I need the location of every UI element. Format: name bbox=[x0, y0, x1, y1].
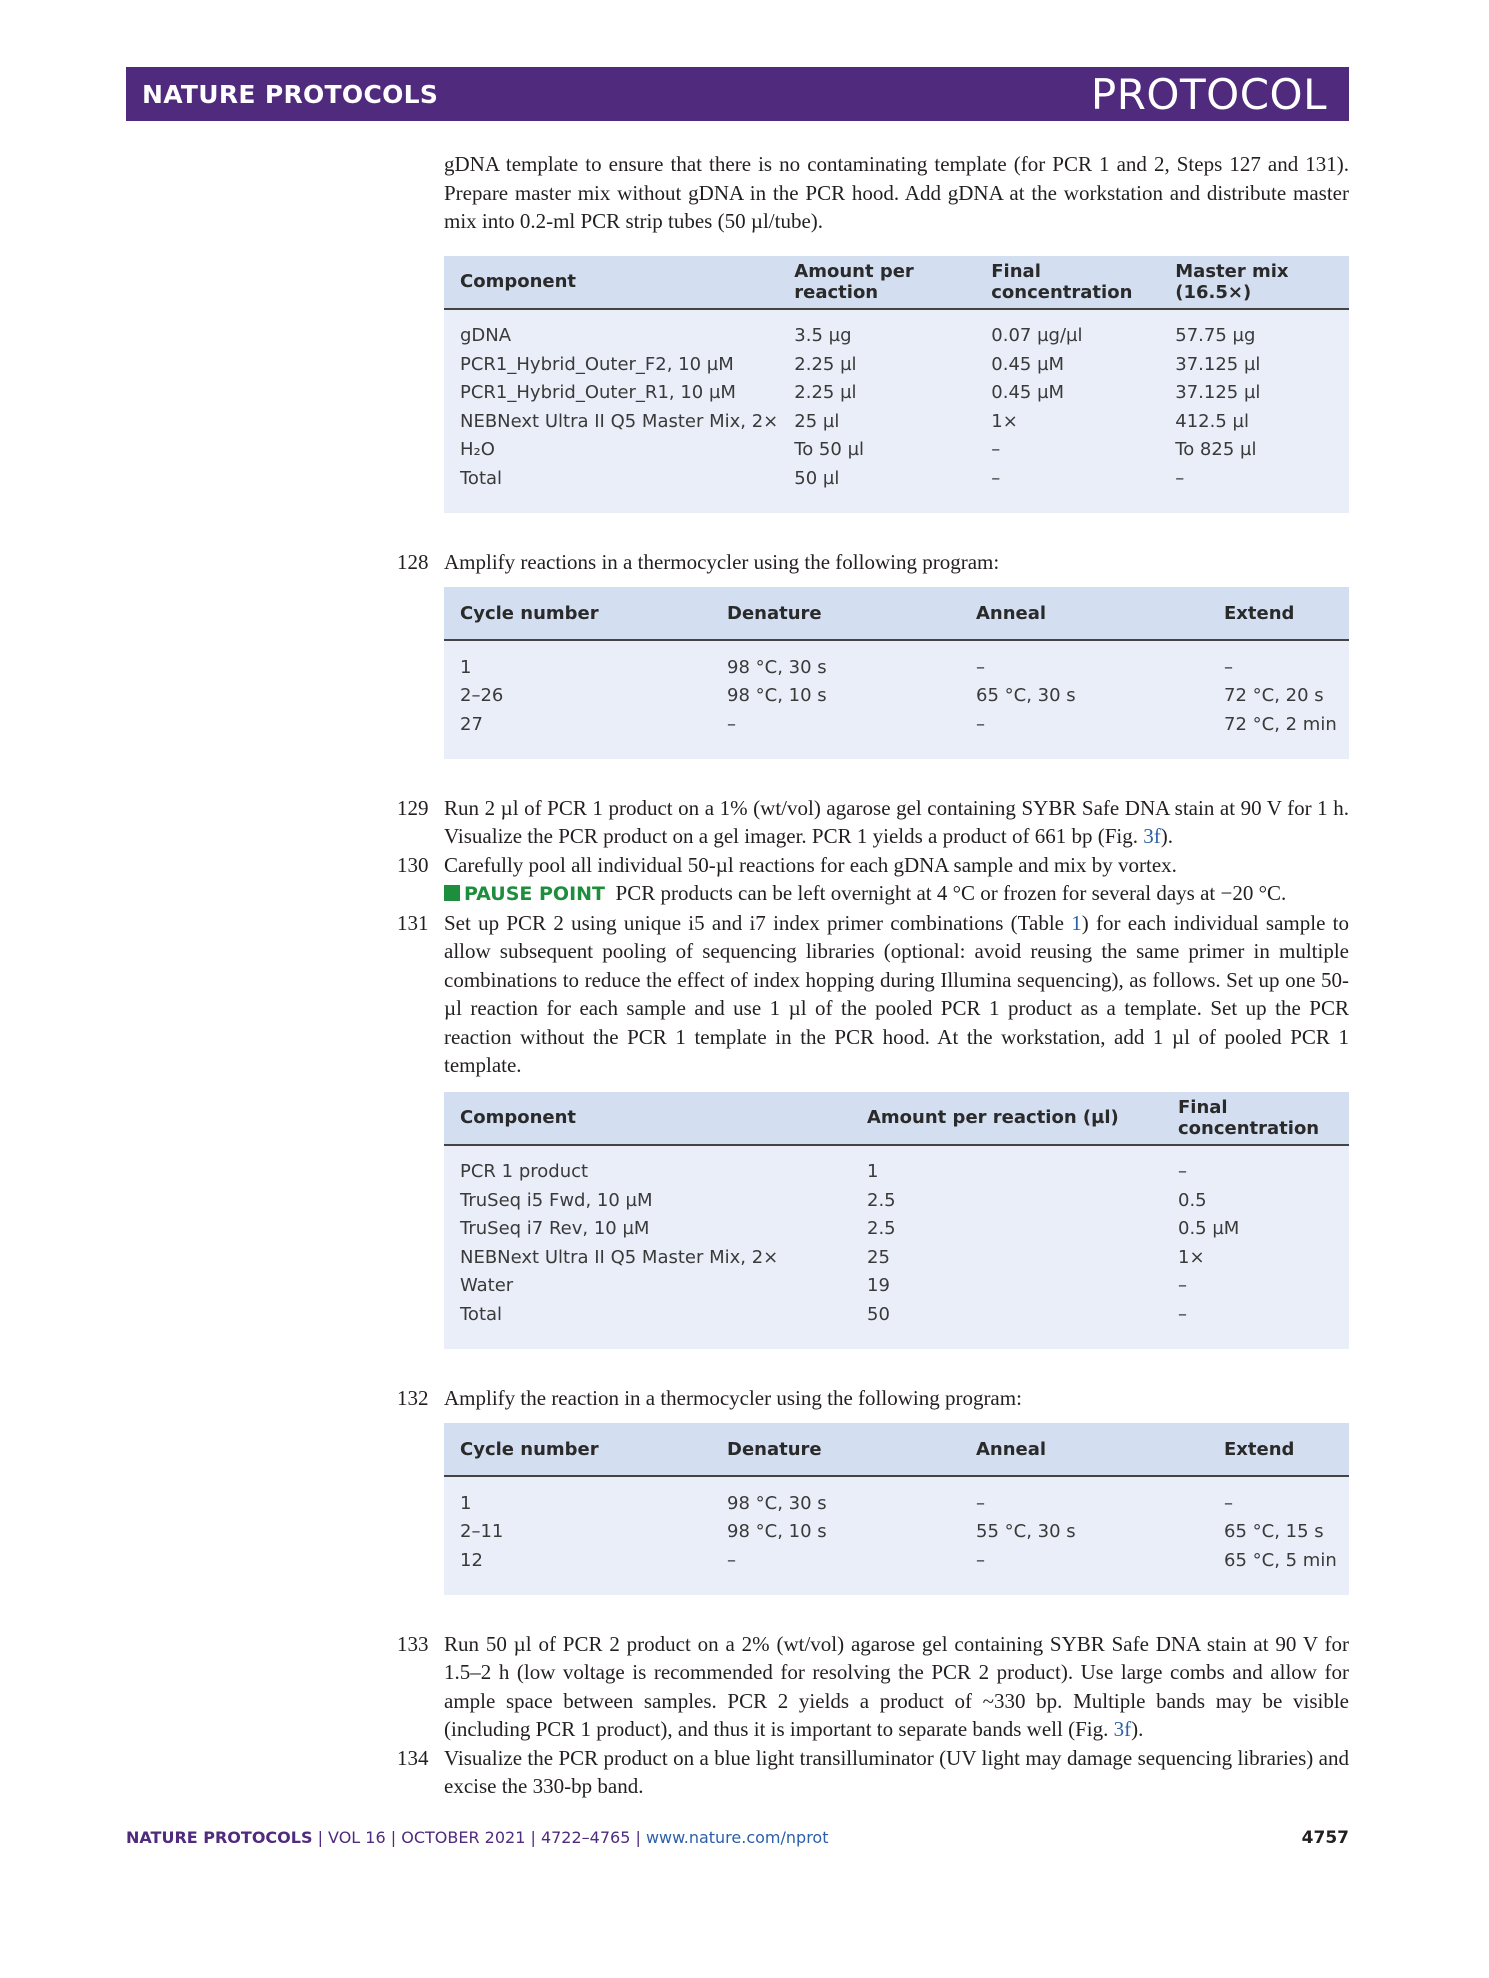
table-cell: – bbox=[991, 467, 1001, 489]
column-header: Extend bbox=[1208, 1423, 1349, 1476]
table-cell: To 825 µl bbox=[1175, 439, 1257, 461]
table-row bbox=[444, 350, 1349, 379]
pause-point-label: PAUSE POINT bbox=[464, 883, 606, 905]
table-cell: 50 bbox=[867, 1303, 890, 1325]
footer-volume: VOL 16 bbox=[328, 1828, 386, 1847]
table-cell: 98 °C, 10 s bbox=[727, 685, 827, 707]
figure-link[interactable]: 3f bbox=[1143, 824, 1161, 848]
table-cell: 2.5 bbox=[867, 1189, 896, 1211]
column-header: Denature bbox=[711, 587, 960, 640]
table-cell: 57.75 µg bbox=[1175, 325, 1256, 347]
table-cell: 25 bbox=[867, 1246, 890, 1268]
table-cell: 65 °C, 30 s bbox=[976, 685, 1076, 707]
table-cell: 19 bbox=[867, 1275, 890, 1297]
journal-name: NATURE PROTOCOLS bbox=[142, 80, 439, 109]
column-header: Cycle number bbox=[444, 587, 711, 640]
step-text: Carefully pool all individual 50-µl reactions for each gDNA sample and mix by vortex. bbox=[444, 852, 1177, 877]
table-row bbox=[444, 1476, 1349, 1518]
step-number: 129 bbox=[397, 795, 429, 820]
step-130 bbox=[397, 851, 1349, 880]
step-133 bbox=[397, 1630, 1349, 1744]
table-row bbox=[444, 640, 1349, 682]
pause-point: PAUSE POINT PCR products can be left overnight at 4 °C or frozen for several days at −20 °C. bbox=[444, 879, 1349, 909]
table-cell: 412.5 µl bbox=[1175, 410, 1249, 432]
column-header: Component bbox=[444, 1092, 851, 1145]
column-header: Amount per reaction bbox=[778, 256, 975, 309]
pcr2-components-table bbox=[444, 1092, 1349, 1349]
table-row bbox=[444, 1243, 1349, 1272]
step-number: 133 bbox=[397, 1631, 429, 1656]
article-type: PROTOCOL bbox=[1090, 70, 1327, 119]
table-cell: PCR1_Hybrid_Outer_R1, 10 µM bbox=[460, 382, 736, 404]
table-cell: 55 °C, 30 s bbox=[976, 1521, 1076, 1543]
step-text: Visualize the PCR product on a blue light transilluminator (UV light may damage sequencing libraries) and excise the 330-bp band. bbox=[444, 1745, 1349, 1798]
table-cell: Total bbox=[460, 1303, 503, 1325]
column-header: Amount per reaction (µl) bbox=[851, 1092, 1162, 1145]
table-row bbox=[444, 309, 1349, 351]
footer-pages: 4722–4765 bbox=[540, 1828, 631, 1847]
table-cell: 2–11 bbox=[460, 1521, 504, 1543]
table-cell: PCR1_Hybrid_Outer_F2, 10 µM bbox=[460, 353, 734, 375]
journal-header-bar bbox=[126, 67, 1349, 121]
table-cell: 1× bbox=[991, 410, 1018, 432]
table-cell: 2–26 bbox=[460, 685, 504, 707]
pause-point-icon bbox=[444, 885, 460, 901]
table-cell: 1 bbox=[460, 656, 472, 678]
step-number: 128 bbox=[397, 549, 429, 574]
table-cell: NEBNext Ultra II Q5 Master Mix, 2× bbox=[460, 410, 779, 432]
step-132 bbox=[397, 1384, 1349, 1413]
table-cell: 0.45 µM bbox=[991, 353, 1065, 375]
step-number: 132 bbox=[397, 1385, 429, 1410]
table-cell: 0.45 µM bbox=[991, 382, 1065, 404]
table-cell: 0.07 µg/µl bbox=[991, 325, 1083, 347]
pcr1-program-table bbox=[444, 587, 1349, 759]
table-cell: 2.5 bbox=[867, 1218, 896, 1240]
table-cell: 12 bbox=[460, 1549, 483, 1571]
table-link[interactable]: 1 bbox=[1071, 910, 1082, 935]
step-text: Amplify reactions in a thermocycler using the following program: bbox=[444, 549, 1000, 574]
table-cell: – bbox=[991, 439, 1001, 461]
step-128 bbox=[397, 548, 1349, 577]
column-header: Anneal bbox=[960, 1423, 1208, 1476]
pcr2-program-table bbox=[444, 1423, 1349, 1595]
table-cell: 3.5 µg bbox=[794, 325, 852, 347]
table-cell: 65 °C, 5 min bbox=[1224, 1549, 1337, 1571]
table-cell: 1× bbox=[1178, 1246, 1205, 1268]
table-cell: – bbox=[727, 1549, 736, 1571]
table-row bbox=[444, 1300, 1349, 1349]
table-cell: 2.25 µl bbox=[794, 353, 857, 375]
table-row bbox=[444, 407, 1349, 436]
step-129 bbox=[397, 794, 1349, 851]
table-row bbox=[444, 379, 1349, 408]
table-cell: H₂O bbox=[460, 439, 495, 461]
column-header: Cycle number bbox=[444, 1423, 711, 1476]
table-row bbox=[444, 1272, 1349, 1301]
table-cell: – bbox=[1224, 1492, 1233, 1514]
table-cell: 1 bbox=[867, 1161, 879, 1183]
table-cell: To 50 µl bbox=[794, 439, 865, 461]
table-cell: 0.5 µM bbox=[1178, 1218, 1240, 1240]
table-cell: 2.25 µl bbox=[794, 382, 857, 404]
table-cell: PCR 1 product bbox=[460, 1161, 589, 1183]
table-cell: – bbox=[1175, 467, 1185, 489]
step-text: Run 2 µl of PCR 1 product on a 1% (wt/vol) agarose gel containing SYBR Safe DNA stain at 90 V for 1 h. Visualize the PCR product on a gel imager. PCR 1 yields a product of 661 bp (Fig. 3f). bbox=[444, 795, 1349, 848]
pcr1-mastermix-table bbox=[444, 256, 1349, 513]
table-row bbox=[444, 710, 1349, 759]
table-cell: – bbox=[1178, 1275, 1187, 1297]
table-cell: – bbox=[976, 656, 985, 678]
table-cell: – bbox=[727, 713, 736, 735]
page-footer: NATURE PROTOCOLS | VOL 16 | OCTOBER 2021 | 4722–4765 | www.nature.com/nprot 4757 bbox=[126, 1828, 1349, 1848]
column-header: Extend bbox=[1208, 587, 1349, 640]
step-text: Set up PCR 2 using unique i5 and i7 index primer combinations (Table 1) for each individual sample to allow subsequent pooling of sequencing libraries (optional: avoid reusing the same primer in multiple combinations to reduce the effect of index hopping during Illumina sequencing), as follows. Set up one 50-µl reaction for each sample and use 1 µl of the pooled PCR 1 product as a template. Set up the PCR reaction without the PCR 1 template in the PCR hood. At the workstation, add 1 µl of pooled PCR 1 template. bbox=[444, 910, 1349, 1077]
table-cell: 50 µl bbox=[794, 467, 840, 489]
table-row bbox=[444, 682, 1349, 711]
table-cell: 1 bbox=[460, 1492, 472, 1514]
step-number: 134 bbox=[397, 1745, 429, 1770]
table-row bbox=[444, 464, 1349, 513]
table-cell: – bbox=[1224, 656, 1233, 678]
table-cell: Water bbox=[460, 1275, 514, 1297]
table-cell: TruSeq i7 Rev, 10 µM bbox=[460, 1218, 650, 1240]
main-content bbox=[397, 150, 1349, 1801]
table-cell: 37.125 µl bbox=[1175, 382, 1261, 404]
footer-journal: NATURE PROTOCOLS bbox=[126, 1828, 313, 1847]
table-cell: – bbox=[976, 1492, 985, 1514]
table-cell: – bbox=[1178, 1303, 1187, 1325]
table-cell: TruSeq i5 Fwd, 10 µM bbox=[460, 1189, 653, 1211]
footer-date: OCTOBER 2021 bbox=[401, 1828, 526, 1847]
table-cell: – bbox=[976, 713, 985, 735]
table-row bbox=[444, 1518, 1349, 1547]
figure-link[interactable]: 3f bbox=[1113, 1717, 1132, 1741]
table-row bbox=[444, 1186, 1349, 1215]
table-cell: 72 °C, 20 s bbox=[1224, 685, 1324, 707]
step-number: 130 bbox=[397, 852, 429, 877]
table-cell: 72 °C, 2 min bbox=[1224, 713, 1337, 735]
table-row bbox=[444, 436, 1349, 465]
column-header: Final concentration bbox=[1162, 1092, 1349, 1145]
table-cell: Total bbox=[460, 467, 503, 489]
table-row bbox=[444, 1546, 1349, 1595]
table-cell: 0.5 bbox=[1178, 1189, 1207, 1211]
step-131 bbox=[397, 909, 1349, 1080]
column-header: Anneal bbox=[960, 587, 1208, 640]
column-header: Component bbox=[444, 256, 778, 309]
footer-url[interactable]: www.nature.com/nprot bbox=[645, 1828, 829, 1847]
table-cell: 98 °C, 10 s bbox=[727, 1521, 827, 1543]
table-cell: gDNA bbox=[460, 325, 512, 347]
table-cell: 37.125 µl bbox=[1175, 353, 1261, 375]
step-text: Run 50 µl of PCR 2 product on a 2% (wt/vol) agarose gel containing SYBR Safe DNA stain at 90 V for 1.5–2 h (low voltage is recommended for resolving the PCR 2 product). Use large combs and allow for ample space between samples. PCR 2 yields a product of ~330 bp. Multiple bands may be visible (including PCR 1 product), and thus it is important to separate bands well (Fig. 3f). bbox=[444, 1631, 1349, 1741]
table-cell: 65 °C, 15 s bbox=[1224, 1521, 1324, 1543]
table-cell: – bbox=[976, 1549, 985, 1571]
table-cell: NEBNext Ultra II Q5 Master Mix, 2× bbox=[460, 1246, 779, 1268]
step-text: Amplify the reaction in a thermocycler using the following program: bbox=[444, 1385, 1022, 1410]
table-cell: 98 °C, 30 s bbox=[727, 656, 827, 678]
column-header: Master mix (16.5×) bbox=[1159, 256, 1349, 309]
column-header: Denature bbox=[711, 1423, 960, 1476]
step-134 bbox=[397, 1744, 1349, 1801]
column-header: Final concentration bbox=[975, 256, 1159, 309]
table-row bbox=[444, 1215, 1349, 1244]
intro-paragraph: gDNA template to ensure that there is no contaminating template (for PCR 1 and 2, Steps 127 and 131). Prepare master mix without gDNA in the PCR hood. Add gDNA at the workstation and distribute master mix into 0.2-ml PCR strip tubes (50 µl/tube). bbox=[444, 152, 1349, 233]
table-cell: 25 µl bbox=[794, 410, 840, 432]
table-cell: 98 °C, 30 s bbox=[727, 1492, 827, 1514]
page-number: 4757 bbox=[1301, 1828, 1349, 1848]
table-cell: – bbox=[1178, 1161, 1187, 1183]
step-number: 131 bbox=[397, 910, 429, 935]
table-row bbox=[444, 1145, 1349, 1187]
table-cell: 27 bbox=[460, 713, 483, 735]
